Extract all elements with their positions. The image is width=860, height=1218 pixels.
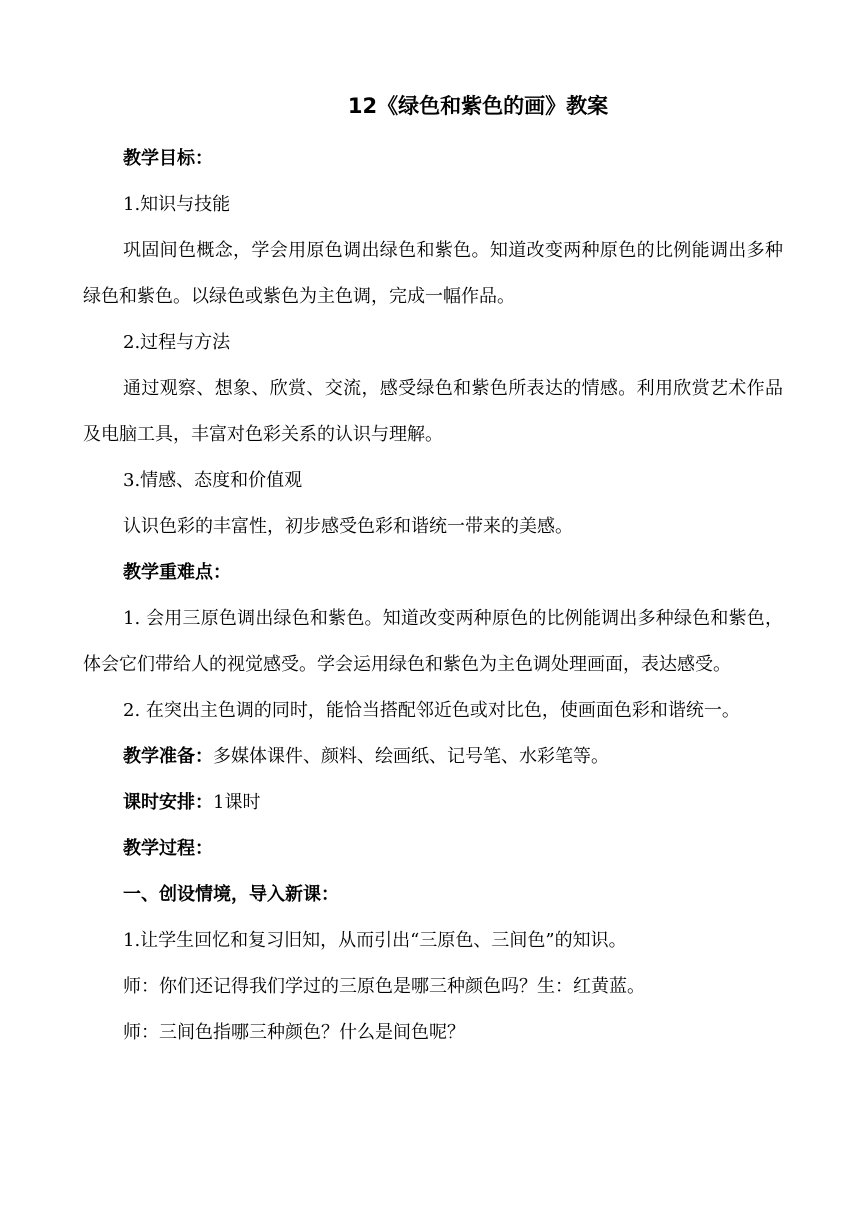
objective-3-text: 认识色彩的丰富性，初步感受色彩和谐统一带来的美感。 xyxy=(123,516,573,537)
time-label: 课时安排： xyxy=(123,792,213,813)
time-line xyxy=(83,780,783,826)
step-1-item-1: 1.让学生回忆和复习旧知，从而引出“三原色、三间色”的知识。 xyxy=(123,930,627,951)
process-heading: 教学过程： xyxy=(123,838,213,859)
step-1-heading: 一、创设情境，导入新课： xyxy=(123,884,339,905)
key-point-2: 2. 在突出主色调的同时，能恰当搭配邻近色或对比色，使画面色彩和谐统一。 xyxy=(123,700,740,721)
dialog-line-1: 师：你们还记得我们学过的三原色是哪三种颜色吗？生：红黄蓝。 xyxy=(123,976,645,997)
objective-1-heading: 1.知识与技能 xyxy=(123,194,231,215)
objective-1-text: 巩固间色概念，学会用原色调出绿色和紫色。知道改变两种原色的比例能调出多种绿色和紫色。以绿色或紫色为主色调，完成一幅作品。 xyxy=(83,240,783,307)
time-text: 1课时 xyxy=(213,792,261,813)
preparation-text: 多媒体课件、颜料、绘画纸、记号笔、水彩笔等。 xyxy=(213,746,609,767)
objective-2-text: 通过观察、想象、欣赏、交流，感受绿色和紫色所表达的情感。利用欣赏艺术作品及电脑工具，丰富对色彩关系的认识与理解。 xyxy=(83,378,783,445)
document-body xyxy=(83,136,783,1056)
objectives-heading: 教学目标： xyxy=(123,148,213,169)
document-title: 12《绿色和紫色的画》教案 xyxy=(347,94,609,118)
key-point-1: 1. 会用三原色调出绿色和紫色。知道改变两种原色的比例能调出多种绿色和紫色，体会它们带给人的视觉感受。学会运用绿色和紫色为主色调处理画面，表达感受。 xyxy=(83,608,783,675)
objective-3-heading: 3.情感、态度和价值观 xyxy=(123,470,303,491)
preparation-label: 教学准备： xyxy=(123,746,213,767)
dialog-line-2: 师：三间色指哪三种颜色？什么是间色呢？ xyxy=(123,1022,465,1043)
key-points-heading: 教学重难点： xyxy=(123,562,231,583)
preparation-line xyxy=(83,734,783,780)
objective-2-heading: 2.过程与方法 xyxy=(123,332,231,353)
